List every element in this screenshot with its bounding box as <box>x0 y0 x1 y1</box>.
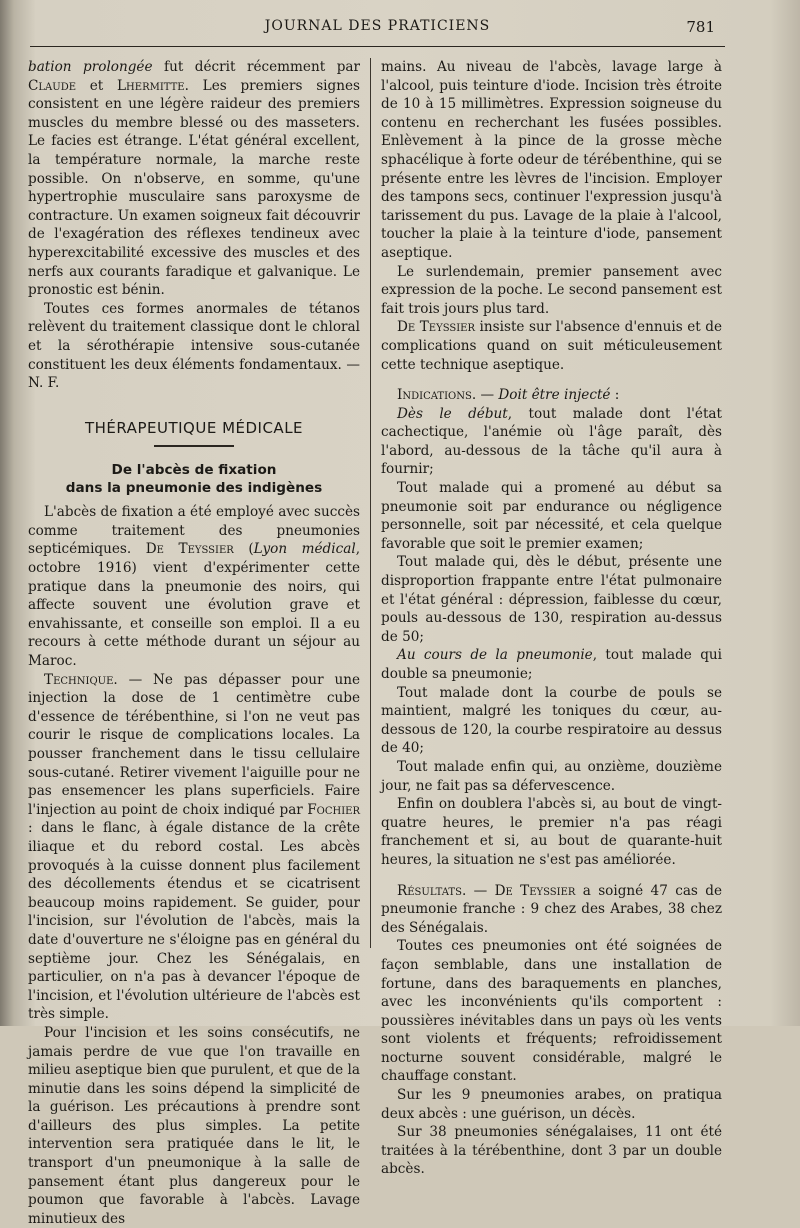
paragraph <box>381 646 722 683</box>
paragraph <box>381 405 722 479</box>
text: : <box>610 387 620 404</box>
paragraph <box>381 318 722 374</box>
paragraph <box>381 386 722 405</box>
text: fut décrit récemment par <box>152 59 361 75</box>
section-title: THÉRAPEUTIQUE MÉDICALE <box>84 418 304 437</box>
author-name: Lhermitte <box>117 77 185 94</box>
text: , octobre 1916) vient d'expérimenter cette pratique dans la pneumonie des noirs, qui affecte souvent une évolution grave et envahissante, et conseille son emploi. Il a eu recours à cette méthode durant un séjour au Maroc. <box>28 541 361 670</box>
text: . — Ne pas dépasser pour une injection la dose de 1 centimètre cube d'essence de térébenthine, si l'on ne veut pas courir le risque de complications locales. La pousser franchement dans le tissu cellulaire sous-cutané. Retirer vivement l'aiguille pour ne pas ensemencer les plans superficiels. Faire l'injection au point de choix indiqué par <box>28 671 360 818</box>
text: insiste sur l'absence d'ennuis et de complications quand on suit méticuleusement cette technique aseptique. <box>381 319 723 373</box>
text: , tout malade dont l'état cachectique, l'anémie où l'âge paraît, dès l'abord, au-dessous de la tâche qu'il aura à fournir; <box>381 405 722 478</box>
paragraph-label: Résultats <box>397 882 462 899</box>
text: ( <box>233 541 254 558</box>
section-rule <box>154 445 234 447</box>
article-title-line: De l'abcès de fixation <box>111 462 277 479</box>
paragraph-label: Indications <box>397 387 472 404</box>
page-number: 781 <box>686 18 715 36</box>
column-divider <box>370 58 371 948</box>
spacer <box>381 870 722 882</box>
paragraph: Tout malade qui a promené au début sa pneumonie soit par endurance ou négligence personnelle, soit par nécessité, et cela quelque favorable que soit le premier examen; <box>381 480 722 552</box>
author-name: Claude <box>28 77 77 94</box>
paragraph <box>28 58 360 300</box>
author-name: De Teyssier <box>397 319 476 336</box>
paragraph-label: Technique <box>44 671 114 688</box>
text: L'abcès de fixation a été employé avec succès comme traitement des pneumonies septicémiques. <box>28 504 360 558</box>
text: . Les premiers signes consistent en une légère raideur des premiers muscles du membre blessé ou des masseters. Le facies est étrange. L'état général excellent, la température normale, la marche reste possible. On n'observe, en somme, qu'une hypertrophie musculaire sans paroxysme de contracture. Un examen soigneux fait découvrir de l'exagération des réflexes tendineux avec hyperexcitabilité excessive des muscles et des nerfs aux courants faradique et galvanique. Le pronostic est bénin. <box>28 77 361 299</box>
paragraph: Toutes ces formes anormales de tétanos relèvent du traitement classique dont le chloral et la sérothérapie intensive sous-cutanée constituent les deux éléments fondamentaux. — N. F. <box>28 300 360 392</box>
paragraph <box>381 882 722 938</box>
author-name: Fochier <box>307 801 360 818</box>
journal-title: JOURNAL DES PRATICIENS <box>264 18 491 34</box>
paragraph: Tout malade qui, dès le début, présente une disproportion frappante entre l'état pulmonaire et l'état général : dépression, faiblesse du cœur, pouls au-dessous de 130, respiration au-dessus de 50; <box>381 554 722 645</box>
italic-text: Au cours de la pneumonie <box>397 647 593 664</box>
italic-text: Doit être injecté <box>498 387 611 404</box>
page-header <box>30 18 725 42</box>
paragraph: Sur 38 pneumonies sénégalaises, 11 ont été traitées à la térébenthine, dont 3 par un double abcès. <box>381 1124 722 1178</box>
paragraph <box>28 503 360 670</box>
paragraph: Tout malade enfin qui, au onzième, douzième jour, ne fait pas sa défervescence. <box>381 758 722 794</box>
article-title-line: dans la pneumonie des indigènes <box>65 480 323 497</box>
article-title <box>28 461 360 497</box>
right-column <box>381 58 722 1179</box>
text: : dans le flanc, à égale distance de la crête iliaque et du rebord costal. Les abcès provoqués à la cuisse donnent plus facilement des décollements étendus et se cicatrisent beaucoup moins rapidement. Se guider, pour l'incision, sur l'évolution de l'abcès, mais la date d'ouverture ne s'éloigne pas en général du septième jour. Chez les Sénégalais, en particulier, on n'a pas à devancer l'époque de l'incision, et l'évolution ultérieure de l'abcès est très simple. <box>28 820 360 1023</box>
italic-text: Dès le début <box>397 405 508 422</box>
author-name: De Teyssier <box>145 541 234 558</box>
paragraph: Tout malade dont la courbe de pouls se maintient, malgré les toniques du cœur, au-dessous de 120, la courbe respiratoire au dessus de 40; <box>381 684 722 757</box>
paragraph: Enfin on doublera l'abcès si, au bout de vingt-quatre heures, le premier n'a pas réagi franchement et si, au bout de quarante-huit heures, la situation ne s'est pas améliorée. <box>381 796 722 868</box>
text: et <box>76 77 118 94</box>
paragraph: mains. Au niveau de l'abcès, lavage large à l'alcool, puis teinture d'iode. Incision très étroite de 10 à 15 millimètres. Expression soigneuse du contenu en recherchant les fusées possibles. Enlèvement à la pince de la grosse mèche sphacélique à forte odeur de térébenthine, qui se présente entre les lèvres de l'incision. Employer des tampons secs, continuer l'expression jusqu'à tarissement du pus. Lavage de la plaie à l'alcool, toucher la plaie à la teinture d'iode, pansement aseptique. <box>381 59 722 261</box>
left-column <box>28 58 360 1228</box>
spacer <box>381 374 722 386</box>
author-name: De Teyssier <box>494 882 576 899</box>
paragraph: Toutes ces pneumonies ont été soignées de façon semblable, dans une installation de fortune, dans des baraquements en planches, avec les inconvénients qu'ils comportent : poussières inévitables dans un pays où les vents sont violents et fréquents; refroidissement nocturne souvent considérable, malgré le chauffage constant. <box>381 938 722 1085</box>
text: , tout malade qui double sa pneumonie; <box>381 647 723 682</box>
text: . — <box>461 882 495 899</box>
text: . — <box>471 387 499 404</box>
italic-text: bation prolongée <box>28 59 153 75</box>
header-rule <box>30 46 725 47</box>
paragraph: Sur les 9 pneumonies arabes, on pratiqua deux abcès : une guérison, un décès. <box>381 1087 722 1122</box>
paragraph <box>28 671 360 1024</box>
paragraph: Le surlendemain, premier pansement avec expression de la poche. Le second pansement est fait trois jours plus tard. <box>381 263 722 317</box>
paragraph: Pour l'incision et les soins consécutifs, ne jamais perdre de vue que l'on travaille en milieu aseptique bien que purulent, et que de la minutie dans les soins dépend la simplicité de la guérison. Les précautions à prendre sont d'ailleurs des plus simples. La petite intervention sera pratiquée dans le lit, le transport d'un pneumonique à la salle de pansement étant plus dangereux pour le poumon que favorable à l'abcès. Lavage minutieux des <box>28 1024 360 1227</box>
journal-citation: Lyon médical <box>253 541 356 558</box>
text: a soigné 47 cas de pneumonie franche : 9 chez des Arabes, 38 chez des Sénégalais. <box>381 882 722 936</box>
